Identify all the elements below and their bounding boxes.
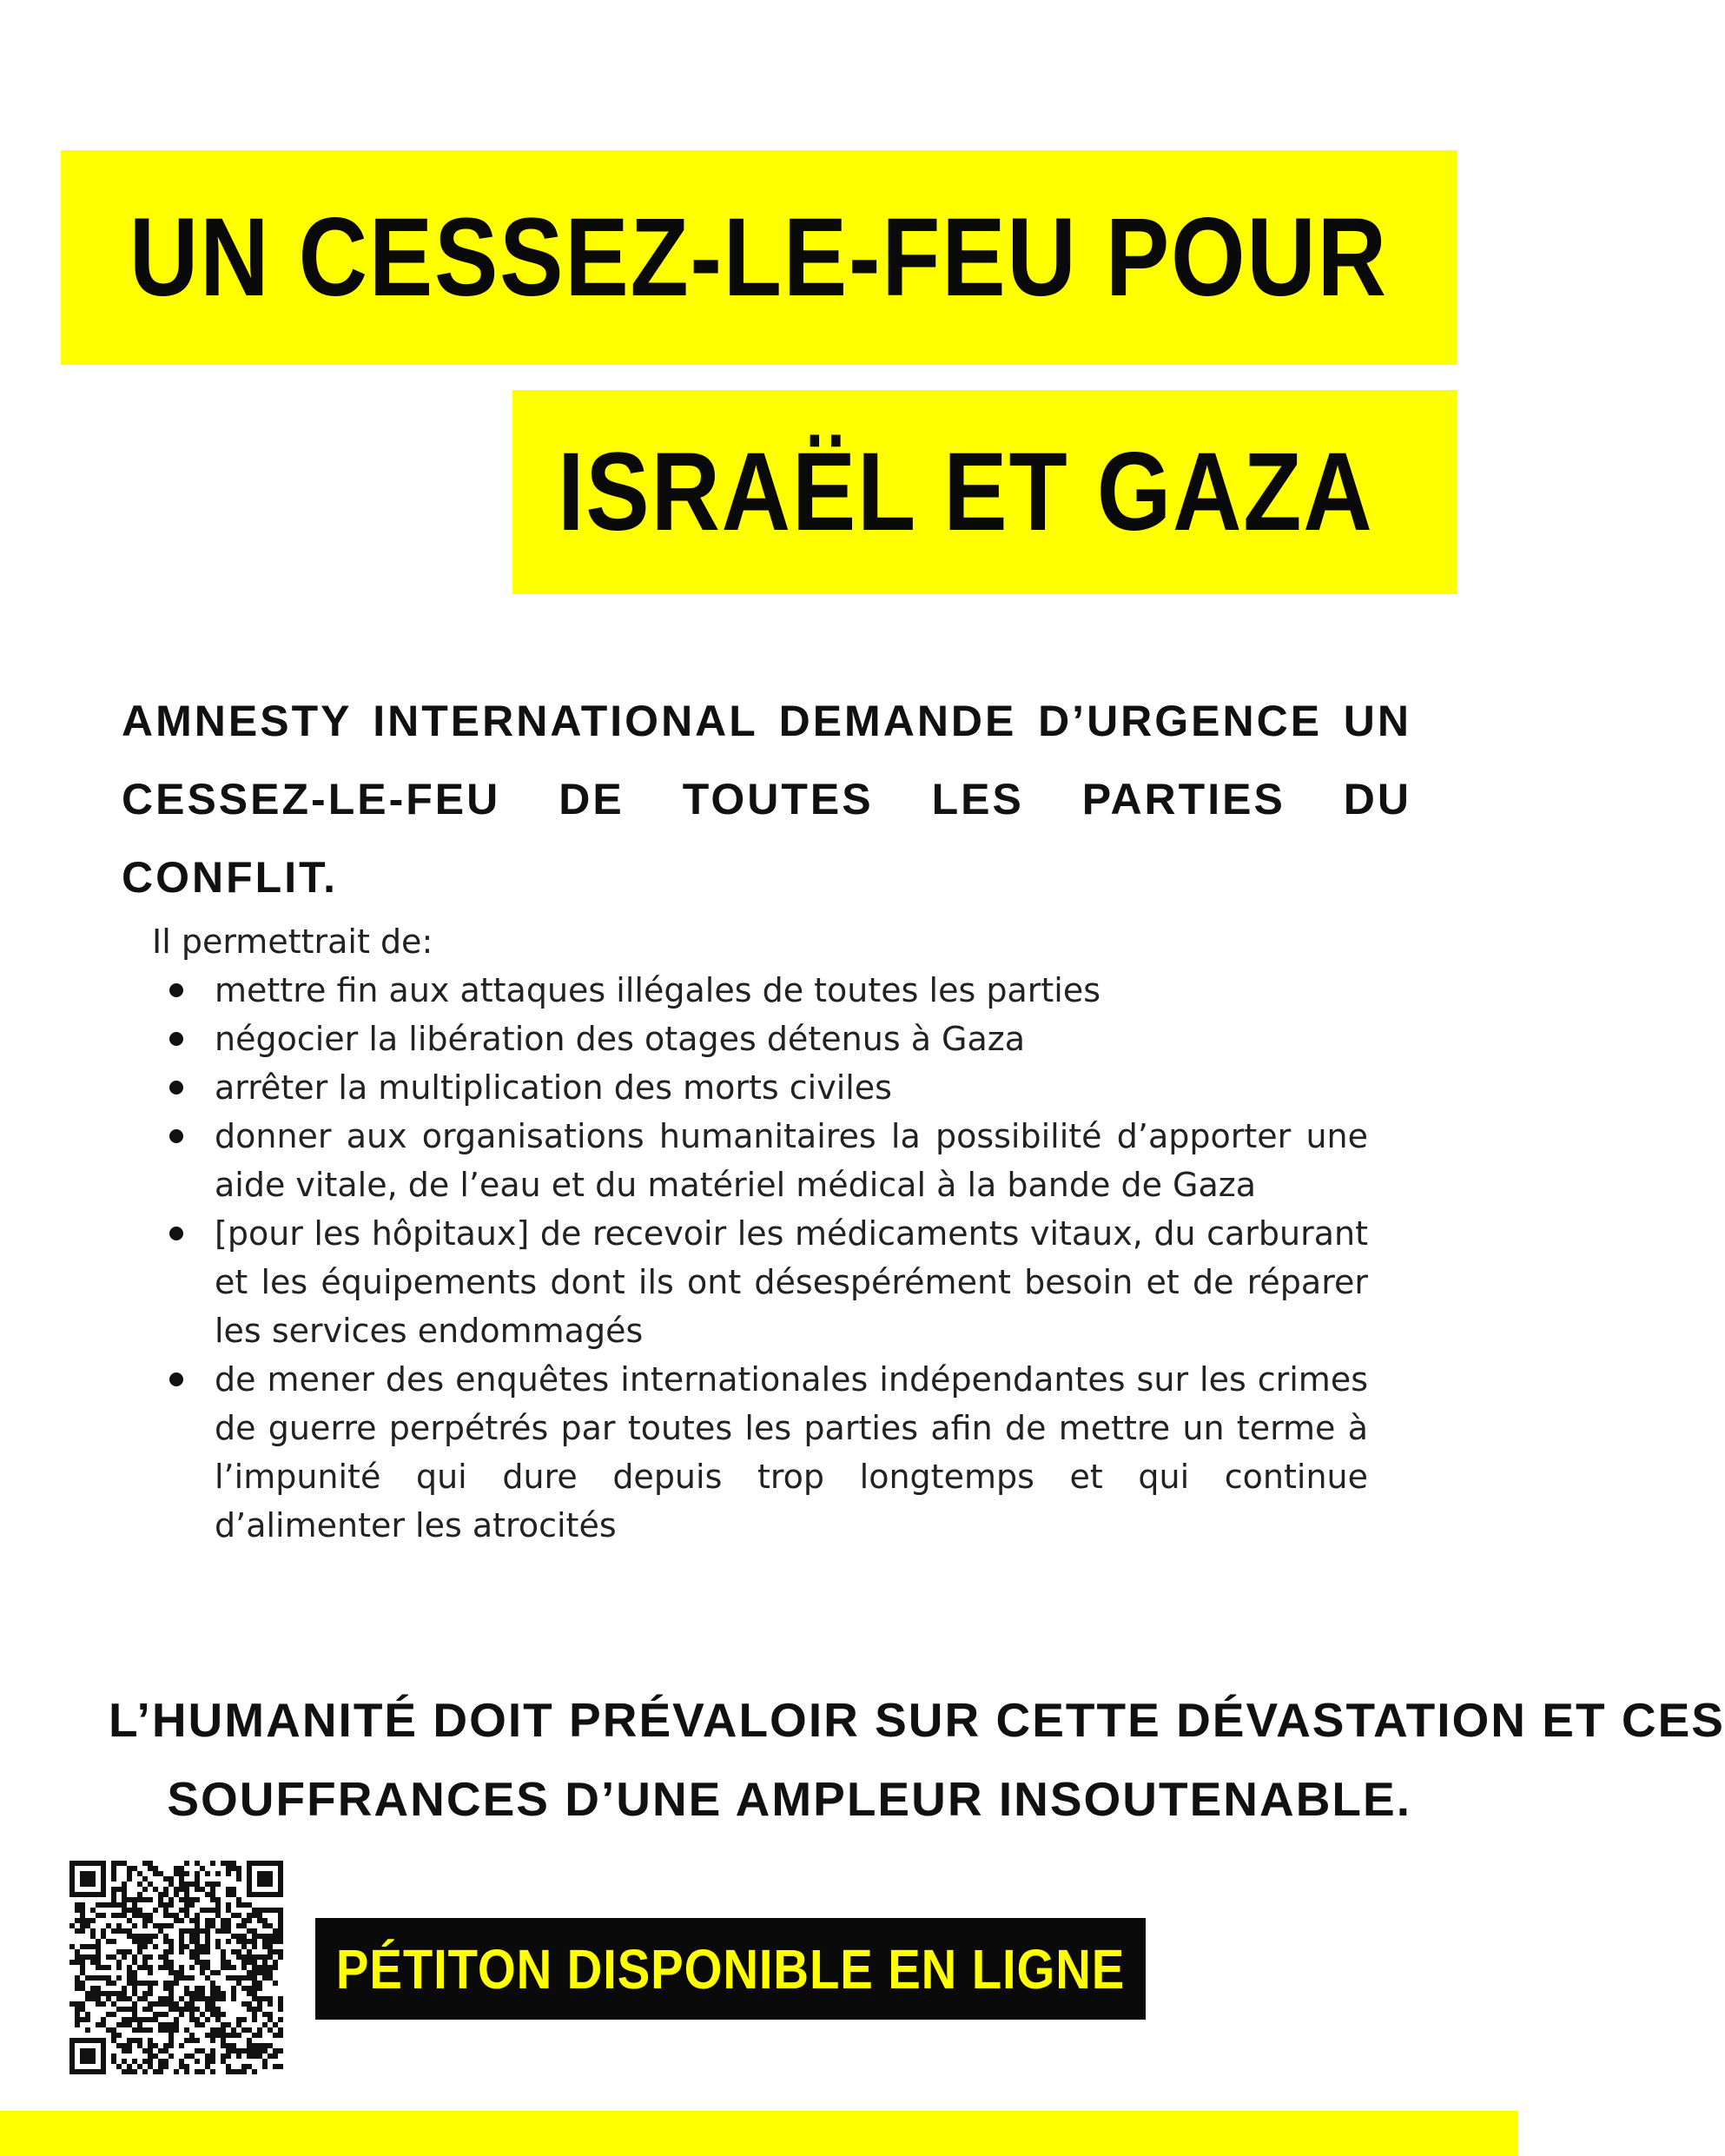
closing-line-1: L’HUMANITÉ DOIT PRÉVALOIR SUR CETTE DÉVASTATION ET CES: [109, 1693, 1725, 1747]
petition-label: PÉTITON DISPONIBLE EN LIGNE: [335, 1937, 1126, 2001]
demands-list: [152, 966, 1368, 1550]
bottom-accent-bar: [0, 2111, 1517, 2156]
list-item-text: de mener des enquêtes internationales indépendantes sur les crimes de guerre perpétrés par toutes les parties afin de mettre un terme à l’impunité qui dure depuis trop longtemps et qui continue d’alimenter les atrocités: [215, 1360, 1368, 1544]
closing-statement: [109, 1681, 1725, 1839]
headline-line-2: ISRAËL ET GAZA: [558, 429, 1374, 554]
list-item: [152, 1063, 1368, 1112]
list-item: [152, 1015, 1368, 1063]
qr-code-graphic: [69, 1861, 283, 2074]
list-item: [152, 1355, 1368, 1550]
bullet-icon: [169, 1372, 183, 1386]
petition-banner[interactable]: [315, 1918, 1146, 2020]
list-item-text: arrêter la multiplication des morts civiles: [215, 1068, 892, 1107]
list-item-text: donner aux organisations humanitaires la possibilité d’apporter une aide vitale, de l’eau et du matériel médical à la bande de Gaza: [215, 1117, 1368, 1204]
headline-banner-1: [61, 150, 1457, 365]
qr-code-icon[interactable]: [69, 1861, 283, 2074]
closing-line-2: SOUFFRANCES D’UNE AMPLEUR INSOUTENABLE.: [167, 1772, 1411, 1826]
list-item-text: négocier la libération des otages détenus à Gaza: [215, 1020, 1026, 1058]
intro-statement: AMNESTY INTERNATIONAL DEMANDE D’URGENCE UN CESSEZ-LE-FEU DE TOUTES LES PARTIES DU CONFLIT.: [122, 697, 1411, 902]
list-item: [152, 1112, 1368, 1209]
bullet-icon: [169, 1081, 183, 1095]
bullet-icon: [169, 1032, 183, 1046]
bullet-icon: [169, 983, 183, 997]
headline-banner-2: [512, 390, 1457, 594]
list-item: [152, 1209, 1368, 1355]
list-item-text: mettre fin aux attaques illégales de toutes les parties: [215, 971, 1101, 1009]
list-lead: Il permettrait de:: [152, 923, 433, 961]
bullet-icon: [169, 1129, 183, 1143]
headline-line-1: UN CESSEZ-LE-FEU POUR: [129, 195, 1388, 320]
list-item: [152, 966, 1368, 1015]
bullet-icon: [169, 1227, 183, 1240]
list-item-text: [pour les hôpitaux] de recevoir les médicaments vitaux, du carburant et les équipements dont ils ont désespérément besoin et de réparer les services endommagés: [215, 1214, 1368, 1350]
